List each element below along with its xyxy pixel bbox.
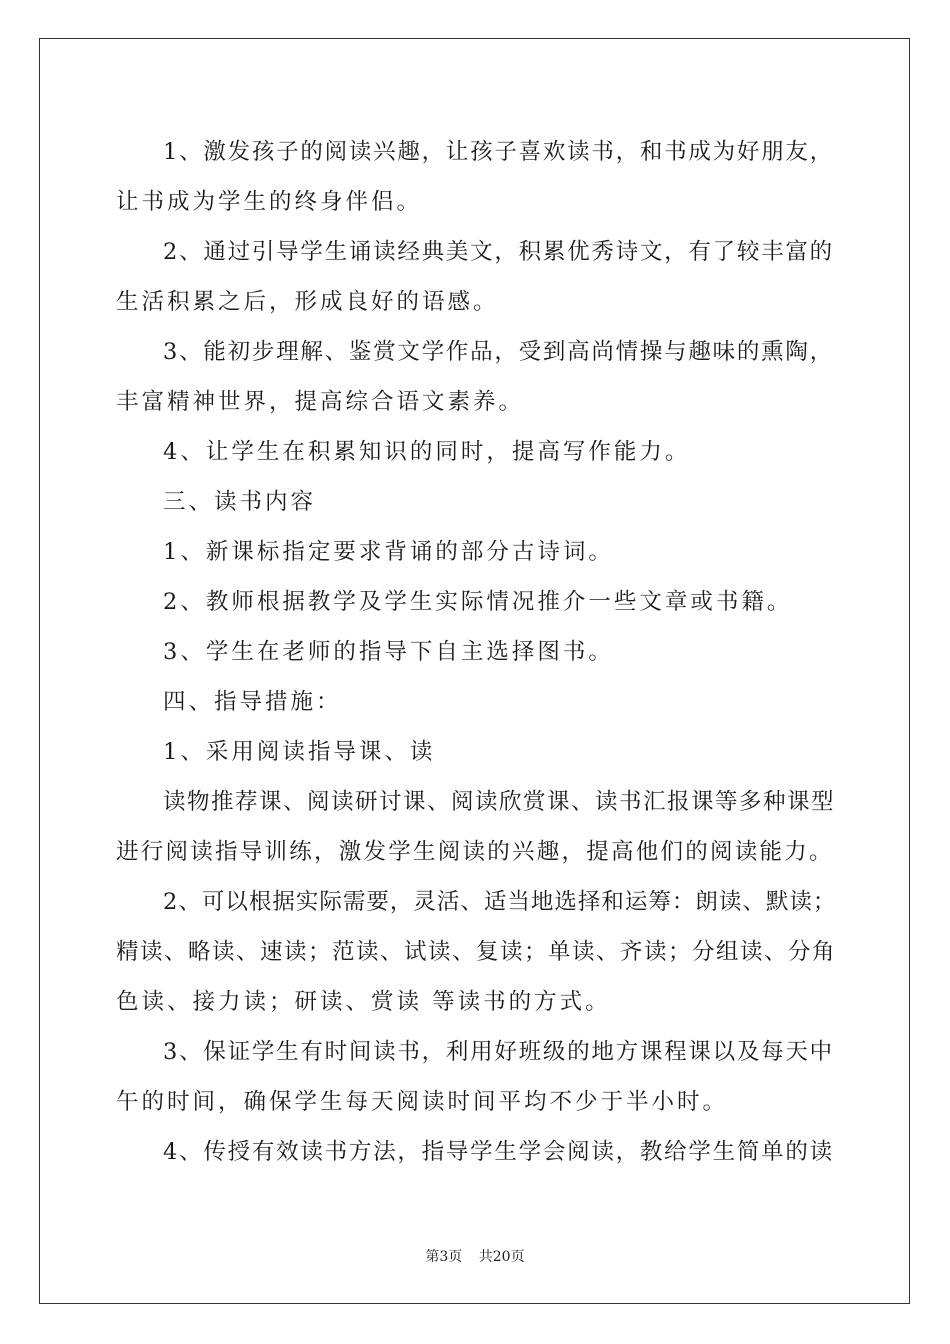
text-line: 四、指导措施： — [163, 689, 342, 715]
text-line: 精读、略读、速读；范读、试读、复读；单读、齐读；分组读、分角 — [116, 939, 837, 965]
text-line: 色读、接力读；研读、赏读 等读书的方式。 — [116, 989, 611, 1015]
text-line: 午的时间，确保学生每天阅读时间平均不少于半小时。 — [116, 1089, 729, 1115]
document-body — [116, 127, 838, 1177]
text-line: 1、新课标指定要求背诵的部分古诗词。 — [163, 539, 614, 565]
text-line: 3、能初步理解、鉴赏文学作品，受到高尚情操与趣味的熏陶， — [163, 339, 834, 365]
text-line: 2、通过引导学生诵读经典美文，积累优秀诗文，有了较丰富的 — [163, 239, 834, 265]
text-line: 4、传授有效读书方法，指导学生学会阅读，教给学生简单的读 — [163, 1139, 834, 1165]
text-line: 读物推荐课、阅读研讨课、阅读欣赏课、读书汇报课等多种课型 — [163, 789, 836, 815]
text-line: 三、读书内容 — [163, 489, 317, 515]
total-pages: 共20页 — [478, 1249, 525, 1265]
page-footer — [0, 1246, 950, 1266]
text-line: 3、学生在老师的指导下自主选择图书。 — [163, 639, 614, 665]
text-line: 2、教师根据教学及学生实际情况推介一些文章或书籍。 — [163, 589, 793, 615]
text-line: 3、保证学生有时间读书，利用好班级的地方课程课以及每天中 — [163, 1039, 834, 1065]
text-line: 4、让学生在积累知识的同时，提高写作能力。 — [163, 439, 691, 465]
text-line: 1、激发孩子的阅读兴趣，让孩子喜欢读书，和书成为好朋友， — [163, 139, 834, 165]
page-number: 第3页 — [425, 1249, 463, 1265]
text-line: 让书成为学生的终身伴侣。 — [116, 189, 423, 215]
text-line: 生活积累之后，形成良好的语感。 — [116, 289, 499, 315]
text-line: 进行阅读指导训练，激发学生阅读的兴趣，提高他们的阅读能力。 — [116, 839, 834, 865]
text-line: 丰富精神世界，提高综合语文素养。 — [116, 389, 525, 415]
text-line: 2、可以根据实际需要，灵活、适当地选择和运筹：朗读、默读； — [163, 889, 837, 915]
text-line: 1、采用阅读指导课、读 — [163, 739, 436, 765]
